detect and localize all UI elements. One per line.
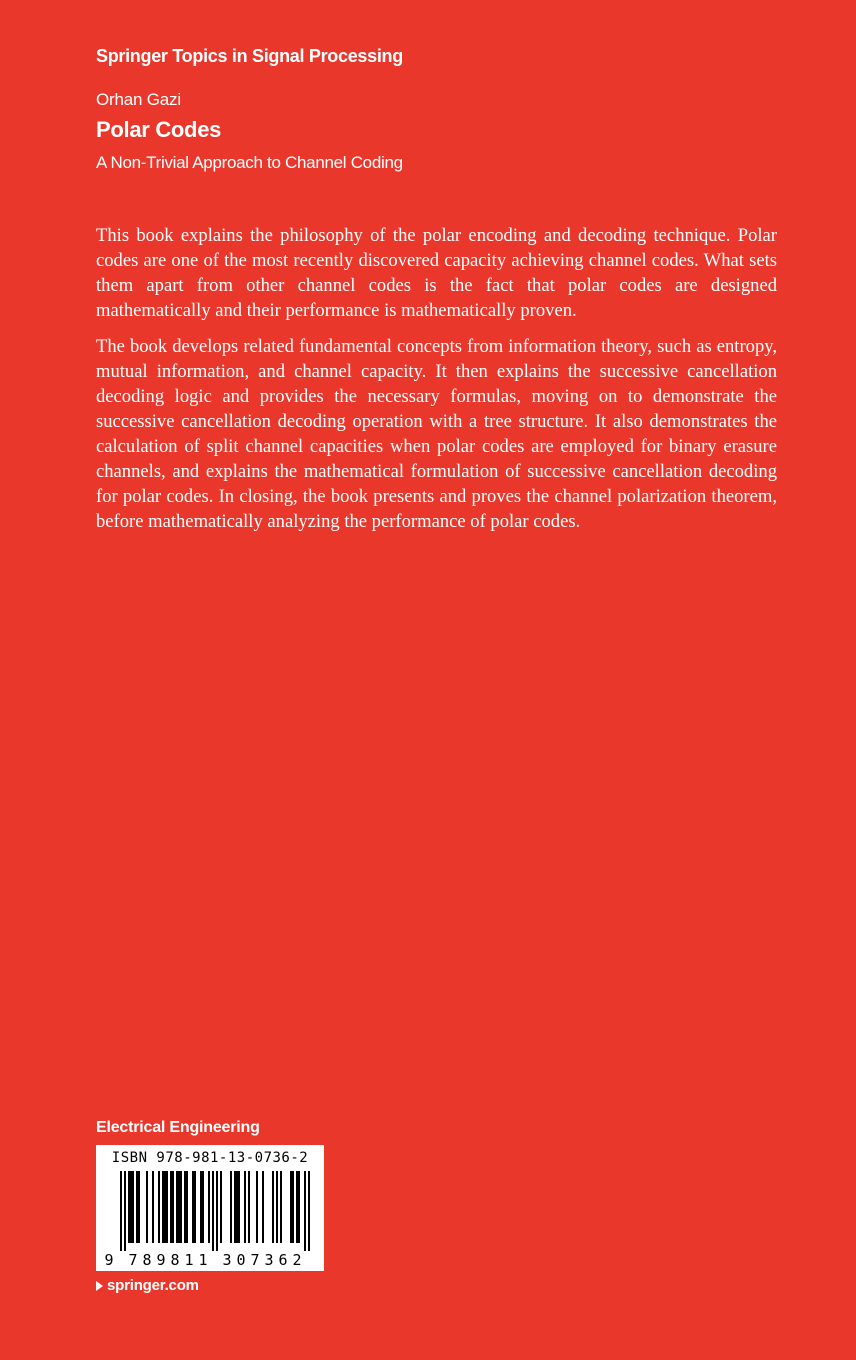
barcode-bar xyxy=(172,1171,174,1243)
barcode-bar xyxy=(280,1171,282,1243)
barcode-digit: 1 xyxy=(198,1251,208,1269)
blurb-paragraph-1: This book explains the philosophy of the polar encoding and decoding technique. Polar codes are one of the most recently discovered capacity achieving channel codes. What sets them apart from other channel codes is the fact that polar codes are designed mathematically and their performance is mathematically proven. xyxy=(96,225,777,321)
barcode-bar xyxy=(298,1171,300,1243)
barcode-bar xyxy=(130,1171,132,1243)
isbn-label: ISBN 978-981-13-0736-2 xyxy=(111,1150,309,1166)
barcode-bar xyxy=(178,1171,180,1243)
blurb xyxy=(96,223,777,545)
barcode-digit: 9 xyxy=(156,1251,166,1269)
barcode-bar xyxy=(186,1171,188,1243)
barcode-digit: 7 xyxy=(250,1251,260,1269)
barcode-bar xyxy=(276,1171,278,1243)
barcode-bar xyxy=(216,1171,218,1251)
barcode-digit: 7 xyxy=(128,1251,138,1269)
barcode-bar xyxy=(244,1171,246,1243)
website-label: springer.com xyxy=(107,1277,199,1294)
barcode-bar xyxy=(272,1171,274,1243)
barcode-bar xyxy=(194,1171,196,1243)
barcode-bar xyxy=(292,1171,294,1243)
barcode-bar xyxy=(296,1171,298,1243)
barcode-bar xyxy=(158,1171,160,1243)
barcode-bar xyxy=(192,1171,194,1243)
barcode-bar xyxy=(202,1171,204,1243)
barcode-bar xyxy=(152,1171,154,1243)
barcode-bar xyxy=(200,1171,202,1243)
barcode-bar xyxy=(212,1171,214,1251)
blurb-paragraph-2: The book develops related fundamental concepts from information theory, such as entropy, mutual information, and channel capacity. It then explains the successive cancellation decoding logic and provides the necessary formulas, moving on to demonstrate the successive cancellation decoding operation with a tree structure. It also demonstrates the calculation of split channel capacities when polar codes are employed for binary erasure channels, and explains the mathematical formulation of successive cancellation decoding for polar codes. In closing, the book presents and proves the channel polarization theorem, before mathematically analyzing the performance of polar codes. xyxy=(96,336,777,532)
barcode-bar xyxy=(164,1171,166,1243)
barcode-bar xyxy=(308,1171,310,1251)
barcode-bar xyxy=(256,1171,258,1243)
subject-category: Electrical Engineering xyxy=(96,1119,260,1136)
barcode-bar xyxy=(170,1171,172,1243)
arrow-right-icon xyxy=(96,1281,103,1291)
barcode-bar xyxy=(238,1171,240,1243)
book-title: Polar Codes xyxy=(96,117,222,142)
barcode-bars xyxy=(120,1171,310,1251)
barcode-bar xyxy=(230,1171,232,1243)
barcode-bar xyxy=(290,1171,292,1243)
barcode-bar xyxy=(236,1171,238,1243)
barcode-digit: 8 xyxy=(170,1251,180,1269)
barcode-bar xyxy=(138,1171,140,1243)
barcode-digit: 3 xyxy=(264,1251,274,1269)
barcode-bar xyxy=(120,1171,122,1251)
barcode-bar xyxy=(234,1171,236,1243)
barcode-digit: 0 xyxy=(236,1251,246,1269)
barcode-bar xyxy=(166,1171,168,1243)
barcode-digits xyxy=(104,1251,301,1269)
barcode-bar xyxy=(304,1171,306,1251)
barcode-bar xyxy=(136,1171,138,1243)
barcode-digit: 9 xyxy=(104,1251,114,1269)
barcode-bar xyxy=(176,1171,178,1243)
barcode-bar xyxy=(124,1171,126,1251)
barcode xyxy=(96,1145,324,1271)
barcode-bar xyxy=(180,1171,182,1243)
barcode-digit: 2 xyxy=(292,1251,302,1269)
barcode-digit: 6 xyxy=(278,1251,288,1269)
book-subtitle: A Non-Trivial Approach to Channel Coding xyxy=(96,153,403,172)
barcode-bar xyxy=(146,1171,148,1243)
barcode-bar xyxy=(128,1171,130,1243)
series-title: Springer Topics in Signal Processing xyxy=(96,46,403,66)
barcode-digit: 8 xyxy=(142,1251,152,1269)
barcode-bar xyxy=(132,1171,134,1243)
barcode-bar xyxy=(208,1171,210,1243)
website-link[interactable] xyxy=(96,1277,199,1294)
barcode-bar xyxy=(220,1171,222,1243)
author-name: Orhan Gazi xyxy=(96,90,181,109)
barcode-digit: 3 xyxy=(222,1251,232,1269)
barcode-bar xyxy=(162,1171,164,1243)
barcode-digit: 1 xyxy=(184,1251,194,1269)
barcode-bar xyxy=(248,1171,250,1243)
barcode-box xyxy=(96,1145,324,1271)
barcode-bar xyxy=(184,1171,186,1243)
barcode-bar xyxy=(262,1171,264,1243)
